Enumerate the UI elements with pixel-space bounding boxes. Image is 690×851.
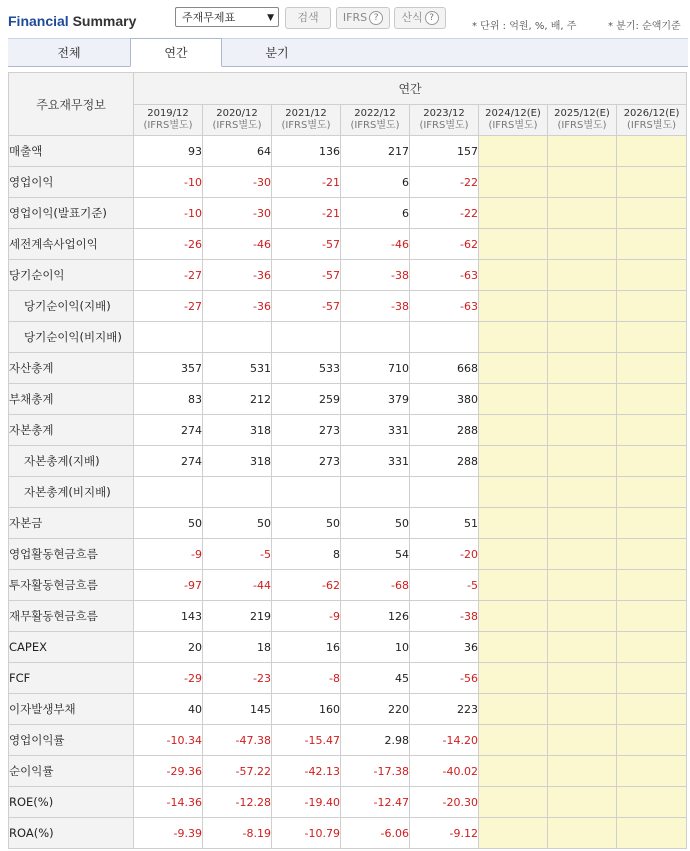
table-cell: 8 bbox=[272, 539, 341, 570]
table-cell bbox=[548, 322, 617, 353]
row-label: 자산총계 bbox=[9, 353, 134, 384]
table-row bbox=[9, 570, 687, 601]
table-cell bbox=[617, 446, 687, 477]
table-cell: -8.19 bbox=[203, 818, 272, 849]
row-label: 영업활동현금흐름 bbox=[9, 539, 134, 570]
table-cell bbox=[479, 694, 548, 725]
table-cell: -9.12 bbox=[410, 818, 479, 849]
table-row bbox=[9, 229, 687, 260]
column-header bbox=[617, 105, 687, 136]
table-cell bbox=[617, 663, 687, 694]
column-year: 2020/12 bbox=[216, 108, 258, 119]
table-cell bbox=[548, 446, 617, 477]
table-cell: 50 bbox=[272, 508, 341, 539]
table-row bbox=[9, 415, 687, 446]
table-cell: 531 bbox=[203, 353, 272, 384]
table-cell: 50 bbox=[341, 508, 410, 539]
group-header: 연간 bbox=[134, 73, 687, 105]
table-cell: 50 bbox=[203, 508, 272, 539]
column-year: 2019/12 bbox=[147, 108, 189, 119]
column-header bbox=[134, 105, 203, 136]
table-cell bbox=[272, 477, 341, 508]
table-cell: -6.06 bbox=[341, 818, 410, 849]
table-cell: 51 bbox=[410, 508, 479, 539]
table-cell: 20 bbox=[134, 632, 203, 663]
table-row bbox=[9, 322, 687, 353]
table-cell bbox=[479, 539, 548, 570]
table-cell bbox=[548, 198, 617, 229]
table-row bbox=[9, 818, 687, 849]
table-cell: -19.40 bbox=[272, 787, 341, 818]
table-cell: -27 bbox=[134, 260, 203, 291]
row-label: FCF bbox=[9, 663, 134, 694]
table-cell: -38 bbox=[341, 260, 410, 291]
table-cell bbox=[479, 601, 548, 632]
column-year: 2025/12(E) bbox=[554, 108, 610, 119]
column-unit: (IFRS별도) bbox=[626, 120, 677, 131]
table-cell: 274 bbox=[134, 446, 203, 477]
row-label: 당기순이익 bbox=[9, 260, 134, 291]
column-unit: (IFRS별도) bbox=[281, 120, 331, 131]
table-cell: 2.98 bbox=[341, 725, 410, 756]
row-header: 주요재무정보 bbox=[9, 73, 134, 136]
column-unit: (IFRS별도) bbox=[212, 120, 262, 131]
row-label: 매출액 bbox=[9, 136, 134, 167]
title-summary: Summary bbox=[72, 13, 137, 29]
row-label: 자본금 bbox=[9, 508, 134, 539]
table-cell bbox=[548, 694, 617, 725]
toolbar bbox=[0, 0, 690, 38]
table-row bbox=[9, 694, 687, 725]
table-cell bbox=[479, 632, 548, 663]
table-cell bbox=[548, 167, 617, 198]
quarter-note: * 분기: 순액기준 bbox=[608, 21, 681, 32]
table-cell: 668 bbox=[410, 353, 479, 384]
row-label: 영업이익률 bbox=[9, 725, 134, 756]
table-cell: 10 bbox=[341, 632, 410, 663]
table-cell bbox=[617, 725, 687, 756]
table-cell: -9.39 bbox=[134, 818, 203, 849]
table-cell: 83 bbox=[134, 384, 203, 415]
table-cell: 331 bbox=[341, 415, 410, 446]
table-cell: 259 bbox=[272, 384, 341, 415]
table-cell bbox=[548, 229, 617, 260]
row-label: 이자발생부채 bbox=[9, 694, 134, 725]
table-cell bbox=[272, 322, 341, 353]
table-cell: 318 bbox=[203, 446, 272, 477]
table-cell: -14.36 bbox=[134, 787, 203, 818]
table-cell bbox=[617, 291, 687, 322]
question-icon: ? bbox=[425, 11, 439, 25]
page-title bbox=[8, 13, 136, 29]
table-cell bbox=[479, 260, 548, 291]
table-cell bbox=[479, 446, 548, 477]
table-cell: -23 bbox=[203, 663, 272, 694]
row-label: CAPEX bbox=[9, 632, 134, 663]
unit-note: * 단위 : 억원, %, 배, 주 bbox=[472, 21, 577, 32]
table-cell: -8 bbox=[272, 663, 341, 694]
table-cell: 16 bbox=[272, 632, 341, 663]
table-cell: 45 bbox=[341, 663, 410, 694]
table-row bbox=[9, 756, 687, 787]
table-cell: -20.30 bbox=[410, 787, 479, 818]
table-cell: -62 bbox=[272, 570, 341, 601]
table-cell: -57.22 bbox=[203, 756, 272, 787]
table-cell bbox=[617, 787, 687, 818]
table-cell: 288 bbox=[410, 446, 479, 477]
table-cell: 223 bbox=[410, 694, 479, 725]
column-header bbox=[272, 105, 341, 136]
table-cell bbox=[479, 198, 548, 229]
column-year: 2021/12 bbox=[285, 108, 327, 119]
table-cell: -30 bbox=[203, 167, 272, 198]
table-cell bbox=[548, 663, 617, 694]
table-cell: -36 bbox=[203, 291, 272, 322]
table-cell bbox=[548, 570, 617, 601]
question-icon: ? bbox=[369, 11, 383, 25]
tab-all[interactable]: 전체 bbox=[57, 46, 81, 60]
table-cell: 220 bbox=[341, 694, 410, 725]
table-row bbox=[9, 632, 687, 663]
table-cell: -12.47 bbox=[341, 787, 410, 818]
table-cell bbox=[134, 322, 203, 353]
row-label: 영업이익 bbox=[9, 167, 134, 198]
row-label: ROE(%) bbox=[9, 787, 134, 818]
table-cell: -21 bbox=[272, 167, 341, 198]
table-cell bbox=[479, 384, 548, 415]
table-cell: -63 bbox=[410, 291, 479, 322]
table-cell bbox=[617, 353, 687, 384]
table-cell bbox=[479, 322, 548, 353]
table-cell bbox=[410, 477, 479, 508]
table-cell bbox=[617, 198, 687, 229]
table-cell: -38 bbox=[341, 291, 410, 322]
table-cell: -30 bbox=[203, 198, 272, 229]
table-cell: 710 bbox=[341, 353, 410, 384]
row-label: 영업이익(발표기준) bbox=[9, 198, 134, 229]
table-cell: -36 bbox=[203, 260, 272, 291]
statement-type-select[interactable] bbox=[175, 7, 279, 27]
table-cell: -46 bbox=[341, 229, 410, 260]
table-cell bbox=[548, 632, 617, 663]
table-cell bbox=[617, 570, 687, 601]
table-cell bbox=[479, 756, 548, 787]
column-unit: (IFRS별도) bbox=[143, 120, 193, 131]
column-year: 2022/12 bbox=[354, 108, 396, 119]
table-cell bbox=[617, 384, 687, 415]
table-cell bbox=[479, 477, 548, 508]
table-cell: -20 bbox=[410, 539, 479, 570]
table-cell bbox=[479, 167, 548, 198]
table-cell: 145 bbox=[203, 694, 272, 725]
table-cell bbox=[617, 415, 687, 446]
table-row bbox=[9, 384, 687, 415]
table-cell: 54 bbox=[341, 539, 410, 570]
table-cell: -63 bbox=[410, 260, 479, 291]
table-cell: -29 bbox=[134, 663, 203, 694]
table-cell bbox=[479, 663, 548, 694]
table-cell: -15.47 bbox=[272, 725, 341, 756]
table-cell bbox=[548, 725, 617, 756]
table-cell: -44 bbox=[203, 570, 272, 601]
table-row bbox=[9, 539, 687, 570]
table-cell bbox=[410, 322, 479, 353]
table-row bbox=[9, 446, 687, 477]
table-cell bbox=[617, 539, 687, 570]
table-cell: 6 bbox=[341, 167, 410, 198]
table-cell: -9 bbox=[272, 601, 341, 632]
table-cell: -14.20 bbox=[410, 725, 479, 756]
table-cell bbox=[617, 477, 687, 508]
table-cell: -57 bbox=[272, 260, 341, 291]
table-cell bbox=[617, 322, 687, 353]
table-cell bbox=[479, 725, 548, 756]
table-cell bbox=[479, 508, 548, 539]
column-header bbox=[203, 105, 272, 136]
table-cell: 126 bbox=[341, 601, 410, 632]
table-cell: 157 bbox=[410, 136, 479, 167]
financial-summary-table bbox=[8, 72, 687, 849]
table-row bbox=[9, 725, 687, 756]
table-cell: 143 bbox=[134, 601, 203, 632]
table-cell: 18 bbox=[203, 632, 272, 663]
table-cell bbox=[134, 477, 203, 508]
table-row bbox=[9, 508, 687, 539]
row-label: 당기순이익(비지배) bbox=[9, 322, 134, 353]
column-year: 2024/12(E) bbox=[485, 108, 541, 119]
table-cell bbox=[617, 260, 687, 291]
table-cell: 318 bbox=[203, 415, 272, 446]
table-row bbox=[9, 136, 687, 167]
table-row bbox=[9, 167, 687, 198]
table-row bbox=[9, 477, 687, 508]
table-cell bbox=[548, 291, 617, 322]
table-cell: -10.34 bbox=[134, 725, 203, 756]
table-cell: -46 bbox=[203, 229, 272, 260]
table-cell: 380 bbox=[410, 384, 479, 415]
table-cell: -10 bbox=[134, 198, 203, 229]
row-label: 자본총계(비지배) bbox=[9, 477, 134, 508]
table-cell: -10.79 bbox=[272, 818, 341, 849]
table-cell: 212 bbox=[203, 384, 272, 415]
table-cell bbox=[548, 136, 617, 167]
table-cell: -17.38 bbox=[341, 756, 410, 787]
tab-annual[interactable]: 연간 bbox=[130, 38, 222, 67]
table-cell: 219 bbox=[203, 601, 272, 632]
table-cell bbox=[479, 229, 548, 260]
table-cell bbox=[548, 477, 617, 508]
table-cell: -97 bbox=[134, 570, 203, 601]
table-cell: -12.28 bbox=[203, 787, 272, 818]
table-cell: -10 bbox=[134, 167, 203, 198]
table-cell bbox=[203, 477, 272, 508]
row-label: 재무활동현금흐름 bbox=[9, 601, 134, 632]
formula-label: 산식 bbox=[401, 11, 423, 24]
row-label: 투자활동현금흐름 bbox=[9, 570, 134, 601]
table-cell: -5 bbox=[203, 539, 272, 570]
table-cell bbox=[548, 384, 617, 415]
table-cell: -9 bbox=[134, 539, 203, 570]
table-cell: 36 bbox=[410, 632, 479, 663]
row-label: 당기순이익(지배) bbox=[9, 291, 134, 322]
table-cell: -27 bbox=[134, 291, 203, 322]
row-label: 자본총계(지배) bbox=[9, 446, 134, 477]
table-cell bbox=[548, 818, 617, 849]
table-cell: -40.02 bbox=[410, 756, 479, 787]
column-unit: (IFRS별도) bbox=[557, 120, 607, 131]
ifrs-label: IFRS bbox=[342, 11, 368, 24]
table-cell: -29.36 bbox=[134, 756, 203, 787]
table-cell bbox=[617, 229, 687, 260]
table-cell bbox=[479, 353, 548, 384]
table-cell bbox=[479, 291, 548, 322]
table-cell: -42.13 bbox=[272, 756, 341, 787]
table-cell bbox=[617, 601, 687, 632]
table-cell bbox=[479, 136, 548, 167]
column-header bbox=[548, 105, 617, 136]
table-cell: -62 bbox=[410, 229, 479, 260]
table-row bbox=[9, 260, 687, 291]
table-cell bbox=[617, 694, 687, 725]
table-cell bbox=[548, 415, 617, 446]
table-cell: -38 bbox=[410, 601, 479, 632]
table-cell bbox=[479, 787, 548, 818]
table-row bbox=[9, 663, 687, 694]
table-cell: 274 bbox=[134, 415, 203, 446]
column-header bbox=[341, 105, 410, 136]
table-cell bbox=[548, 353, 617, 384]
formula-help-button[interactable] bbox=[394, 7, 446, 29]
table-cell: 93 bbox=[134, 136, 203, 167]
table-row bbox=[9, 601, 687, 632]
column-header bbox=[410, 105, 479, 136]
table-cell bbox=[341, 322, 410, 353]
table-cell: 40 bbox=[134, 694, 203, 725]
table-cell bbox=[548, 539, 617, 570]
table-row bbox=[9, 353, 687, 384]
table-cell bbox=[617, 136, 687, 167]
table-row bbox=[9, 198, 687, 229]
table-row bbox=[9, 291, 687, 322]
table-cell bbox=[617, 508, 687, 539]
table-cell: 64 bbox=[203, 136, 272, 167]
table-cell bbox=[548, 508, 617, 539]
row-label: 부채총계 bbox=[9, 384, 134, 415]
table-cell: 273 bbox=[272, 415, 341, 446]
table-cell bbox=[548, 601, 617, 632]
table-cell bbox=[548, 787, 617, 818]
column-unit: (IFRS별도) bbox=[488, 120, 538, 131]
table-cell: 533 bbox=[272, 353, 341, 384]
table-cell bbox=[617, 167, 687, 198]
table-cell: -5 bbox=[410, 570, 479, 601]
table-cell: -57 bbox=[272, 291, 341, 322]
table-cell: -22 bbox=[410, 198, 479, 229]
table-cell bbox=[617, 818, 687, 849]
table-cell: 379 bbox=[341, 384, 410, 415]
table-cell: 288 bbox=[410, 415, 479, 446]
table-cell: 50 bbox=[134, 508, 203, 539]
table-cell: -22 bbox=[410, 167, 479, 198]
title-financial: Financial bbox=[8, 13, 69, 29]
search-button[interactable]: 검색 bbox=[285, 7, 331, 29]
chevron-down-icon: ▼ bbox=[267, 13, 274, 23]
table-cell: 136 bbox=[272, 136, 341, 167]
table-cell: -26 bbox=[134, 229, 203, 260]
table-cell bbox=[479, 415, 548, 446]
table-cell bbox=[479, 818, 548, 849]
column-year: 2023/12 bbox=[423, 108, 465, 119]
table-cell: -21 bbox=[272, 198, 341, 229]
table-cell bbox=[341, 477, 410, 508]
period-tabs bbox=[8, 38, 688, 67]
column-header bbox=[479, 105, 548, 136]
row-label: 세전계속사업이익 bbox=[9, 229, 134, 260]
row-label: 자본총계 bbox=[9, 415, 134, 446]
column-unit: (IFRS별도) bbox=[419, 120, 469, 131]
tab-quarterly[interactable]: 분기 bbox=[265, 46, 289, 60]
table-cell: 217 bbox=[341, 136, 410, 167]
table-cell: 160 bbox=[272, 694, 341, 725]
column-year: 2026/12(E) bbox=[623, 108, 680, 119]
table-cell: -68 bbox=[341, 570, 410, 601]
table-cell bbox=[617, 756, 687, 787]
table-cell: -47.38 bbox=[203, 725, 272, 756]
statement-type-value: 주재무제표 bbox=[182, 11, 236, 24]
table-cell bbox=[203, 322, 272, 353]
table-cell: 273 bbox=[272, 446, 341, 477]
table-cell: 357 bbox=[134, 353, 203, 384]
table-cell: 6 bbox=[341, 198, 410, 229]
table-cell bbox=[479, 570, 548, 601]
row-label: ROA(%) bbox=[9, 818, 134, 849]
table-cell bbox=[548, 260, 617, 291]
table-row bbox=[9, 787, 687, 818]
row-label: 순이익률 bbox=[9, 756, 134, 787]
table-cell bbox=[548, 756, 617, 787]
table-cell: 331 bbox=[341, 446, 410, 477]
table-cell: -56 bbox=[410, 663, 479, 694]
table-cell bbox=[617, 632, 687, 663]
column-unit: (IFRS별도) bbox=[350, 120, 400, 131]
ifrs-help-button[interactable] bbox=[336, 7, 390, 29]
table-cell: -57 bbox=[272, 229, 341, 260]
